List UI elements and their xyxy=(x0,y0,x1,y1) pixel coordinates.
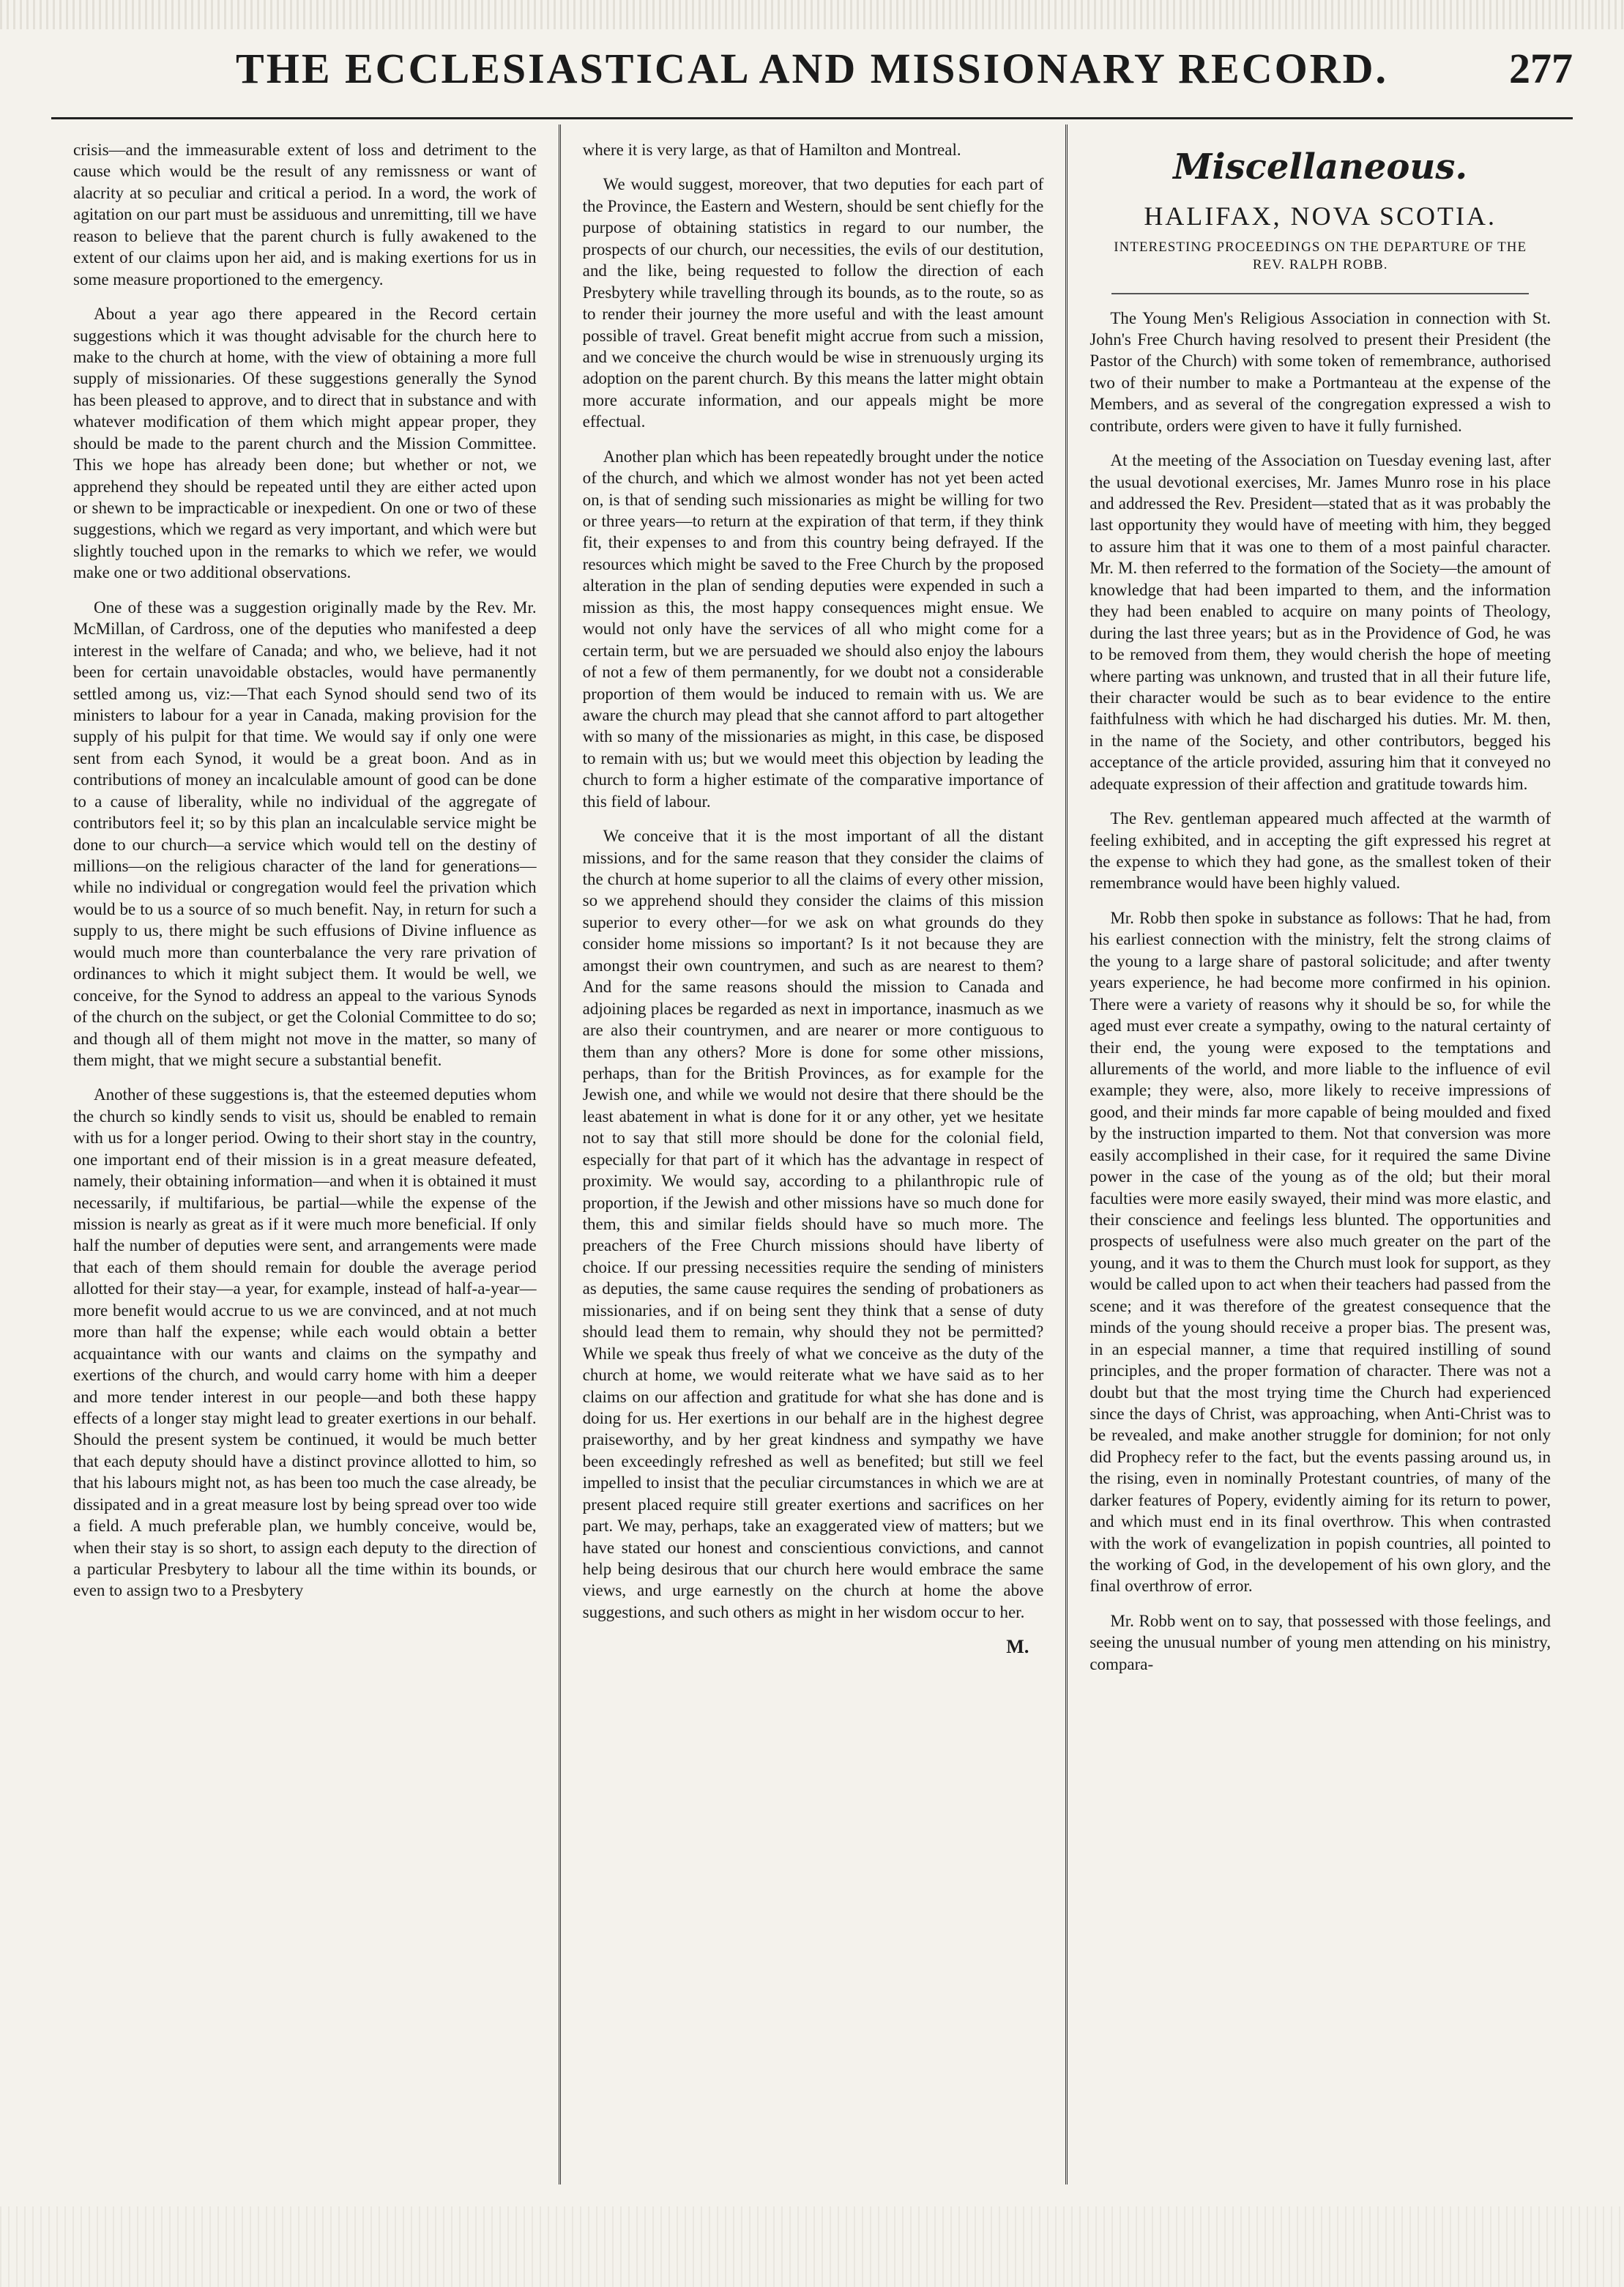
paragraph: Mr. Robb then spoke in substance as follows: That he had, from his earliest connection with the ministry, felt the strong claims of the young to a large share of pastoral solicitude; and after twenty years experience, he had become more confirmed in his opinion. There were a variety of reasons why it should be so, for while the aged must ever create a sympathy, owing to the natural certainty of their end, the young were exposed to the temptations and allurements of the world, and more liable to the influence of evil example; they were, also, more likely to receive impressions of good, and their minds far more capable of being moulded and fixed by the instruction imparted to them. Not that conversion was more easily accomplished in their case, for it required the same Divine power in the case of the young as of the old; but their moral faculties were more easily swayed, their mind was more elastic, and their conscience and feelings less blunted. The opportunities and prospects of usefulness were also much greater on the part of the young, and it was to them the Church must look for support, as they would be called upon to act when their teachers had passed from the scene; and it was therefore of the greatest consequence that the minds of the young should receive a proper bias. The present was, in an especial manner, a time that required instilling of sound principles, and the proper formation of character. There was not a doubt but that the most trying time the Church had experienced since the days of Christ, was approaching, when Anti-Christ was to be revealed, and make another struggle for dominion; for not only did Prophecy refer to the fact, but the events passing around us, in the rising, even in nominally Protestant countries, of many of the darker features of Popery, evidently aiming for its return to power, and which must end in its final overthrow. This when contrasted with the work of evangelization in popish countries, all pointed to the working of God, in the developement of his own glory, and the final overthrow of error. xyxy=(1090,908,1551,1596)
author-signature: M. xyxy=(1006,1636,1029,1658)
page-header xyxy=(51,37,1573,119)
scan-edge-bottom xyxy=(0,2206,1624,2287)
paragraph: Another plan which has been repeatedly brought under the notice of the church, and which we almost wonder has not yet been acted on, is that of sending such missionaries as might be willing for two or three years—to return at the expiration of that term, if they think fit, their expenses to and from this country being defrayed. If the resources which might be saved to the Free Church by the proposed alteration in the plan of sending deputies were expended in such a mission as this, the most happy consequences might ensue. We would not only have the services of all who might come for a certain term, but we are persuaded we should also enjoy the labours of not a few of them permanently, for we doubt not a considerable proportion of them would be induced to remain with us. We are aware the church may plead that she cannot afford to part altogether with so many of the missionaries as might, in this case, be disposed to remain with us; but we would meet this objection by leading the church to form a higher estimate of the comparative importance of this field of labour. xyxy=(582,447,1044,811)
paragraph: At the meeting of the Association on Tuesday evening last, after the usual devotional exercises, Mr. James Munro rose in his place and addressed the Rev. President—stated that as it was probably the last opportunity they would have of meeting with him, they begged to assure him that it was one to them of a most painful character. Mr. M. then referred to the formation of the Society—the amount of knowledge that had been imparted to them, and the information they had been enabled to acquire on many points of Theology, during the last three years; but as in the Providence of God, he was to be removed from them, they would cherish the hope of meeting where parting was unknown, and trusted that in all their future life, their character would be such as to bear evidence to the entire faithfulness with which he had discharged his duties. Mr. M. then, in the name of the Society, and other contributors, begged his acceptance of the article provided, assuring him that it conveyed no adequate expression of their affection and gratitude towards him. xyxy=(1090,451,1551,793)
divider xyxy=(1111,293,1529,294)
article-subheading: INTERESTING PROCEEDINGS ON THE DEPARTURE OF THE REV. RALPH ROBB. xyxy=(1114,239,1527,272)
paragraph: Mr. Robb went on to say, that possessed with those feelings, and seeing the unusual number of young men attending on his ministry, compara- xyxy=(1090,1611,1551,1673)
paragraph: The Young Men's Religious Association in connection with St. John's Free Church having resolved to present their President (the Pastor of the Church) with some token of remembrance, authorised two of their number to make a Portmanteau at the expense of the Members, and as several of the congregation expressed a wish to contribute, orders were given to have it fully furnished. xyxy=(1090,308,1551,435)
article-heading: HALIFAX, NOVA SCOTIA. xyxy=(1144,201,1497,231)
scan-edge-top xyxy=(0,0,1624,29)
paragraph: We conceive that it is the most important of all the distant missions, and for the same reason that they consider the claims of the church at home superior to all the claims of every other mission, so we apprehend should they consider the claims of this mission superior to every other—for we ask on what grounds do they consider home missions so important? Is it not because they are amongst their own countrymen, and such as are nearest to them? And for the same reasons should the mission to Canada and adjoining places be regarded as next in importance, inasmuch as we are also their countrymen, and are nearer or more contiguous to them than any others? More is done for some other missions, perhaps, than for the British Provinces, as for example for the Jewish one, and while we would not desire that there should be the least abatement in what is done for it or any other, yet we hesitate not to say that still more should be done for the colonial field, especially for that part of it which has the advantage in respect of proximity. We would say, according to a philanthropic rule of proportion, if the Jewish and other missions have so much done for them, this and similar fields should have so much more. The preachers of the Free Church missions should have liberty of choice. If our pressing necessities require the sending of ministers as deputies, the same cause requires the sending of probationers as missionaries, and if on being sent they think that a sense of duty should lead them to remain, why should they not be permitted? While we speak thus freely of what we conceive as the duty of the church at home, we would reiterate what we have said as to her claims on our affection and gratitude for what she has done and is doing for us. Her exertions in our behalf are in the highest degree praiseworthy, and by her great kindness and sympathy we have been exceedingly refreshed as well as benefited; but still we feel impelled to insist that the peculiar circumstances in which we are at present placed require still greater exertions and sacrifices on her part. We may, perhaps, take an exaggerated view of matters; but we have stated our honest and conscientious convictions, and cannot help being desirous that our church here would embrace the same views, and urge earnestly on the church at home the above suggestions, and such others as might in her wisdom occur to her. xyxy=(582,827,1044,1621)
page-number: 277 xyxy=(1509,45,1573,92)
section-title: Miscellaneous. xyxy=(1173,146,1468,187)
paragraph: The Rev. gentleman appeared much affected at the warmth of feeling exhibited, and in accepting the gift expressed his regret at the expense to which they had gone, as the smallest token of their remembrance would have been highly valued. xyxy=(1090,809,1551,893)
journal-title: THE ECCLESIASTICAL AND MISSIONARY RECORD. xyxy=(236,45,1388,92)
paragraph: crisis—and the immeasurable extent of loss and detriment to the cause which would be the result of any remissness or want of alacrity at so peculiar and critical a period. In a word, the work of agitation on our part must be assiduous and unremitting, till we have reason to believe that the parent church is fully awakened to the extent of our claims upon her aid, and is making exertions for us in some measure proportioned to the emergency. xyxy=(73,141,537,289)
paragraph: We would suggest, moreover, that two deputies for each part of the Province, the Eastern and Western, should be sent chiefly for the purpose of obtaining statistics in regard to our number, the prospects of our church, our necessities, the evils of our destitution, and the like, being requested to follow the direction of each Presbytery while travelling through its bounds, as to the route, so as to render their journey the more useful and with the least amount possible of travel. Great benefit might accrue from such a mission, and we conceive the church would be wise in strenuously urging its adoption on the parent church. By this means the latter might obtain more accurate information, and our appeals might be more effectual. xyxy=(582,175,1044,431)
text-columns xyxy=(51,124,1573,2184)
column-left xyxy=(51,124,559,2184)
paragraph: Another of these suggestions is, that the esteemed deputies whom the church so kindly sends to visit us, should be enabled to remain with us for a longer period. Owing to their short stay in the country, one important end of their mission is in a great measure defeated, namely, their obtaining information—and when it is obtained it must necessarily, if multifarious, be partial—while the expense of the mission is nearly as great as if it were much more beneficial. If only half the number of deputies were sent, and arrangements were made that each of them should remain for double the average period allotted for their stay—a year, for example, instead of half-a-year—more benefit would accrue to us we are convinced, and at not much more than half the expense; while each would obtain a better acquaintance with our wants and claims on the sympathy and exertions of the church, and would carry home with him a deeper and more tender interest in our people—and both these happy effects of a longer stay might lead to greater exertions in our behalf. Should the present system be continued, it would be much better that each deputy should have a distinct province allotted to him, so that his labours might not, as has been too much the case already, be dissipated and in a great measure lost by being spread over too wide a field. A much preferable plan, we humbly conceive, would be, when their stay is so short, to assign each deputy to the direction of a particular Presbytery to labour all the time within its bounds, or even to assign two to a Presbytery xyxy=(73,1085,537,1600)
paragraph: One of these was a suggestion originally made by the Rev. Mr. McMillan, of Cardross, one of the deputies who manifested a deep interest in the welfare of Canada; and who, we believe, had it not been for certain unavoidable obstacles, would have permanently settled among us, viz:—That each Synod should send two of its ministers to labour for a year in Canada, making provision for the supply of his pulpit for that time. We would say if only one were sent from each Synod, it would be a great boon. And as in contributions of money an incalculable amount of good can be done to a cause of liberality, while no individual of the aggregate of contributors feel it; so by this plan an incalculable service might be done to our church—a service which would tell on the destiny of millions—on the religious character of the land for generations—while no individual or congregation would feel the privation which would be to us a source of so much benefit. Nay, in return for such a supply to us, there might be such effusions of Divine influence as would much more than counterbalance the very rare privation of ordinances to which it might subject them. It would be well, we conceive, for the Synod to address an appeal to the various Synods of the church on the subject, or get the Colonial Committee to do so; and though all of them might not move in the matter, so many of them might, that we might secure a substantial benefit. xyxy=(73,598,537,1069)
paragraph: where it is very large, as that of Hamilton and Montreal. xyxy=(582,141,961,159)
column-right xyxy=(1065,124,1573,2184)
column-middle xyxy=(559,124,1066,2184)
paragraph: About a year ago there appeared in the Record certain suggestions which it was thought advisable for the church here to make to the church at home, with the view of obtaining a more full supply of missionaries. Of these suggestions generally the Synod has been pleased to approve, and to direct that in substance and with whatever modification of them which might appear proper, they should be made to the parent church and the Mission Committee. This we hope has already been done; but whether or not, we apprehend they should be repeated until they are either acted upon or shewn to be impracticable or inexpedient. On one or two of these suggestions, which we regard as very important, and which were but slightly touched upon in the remarks to which we refer, we would make one or two additional observations. xyxy=(73,305,537,582)
